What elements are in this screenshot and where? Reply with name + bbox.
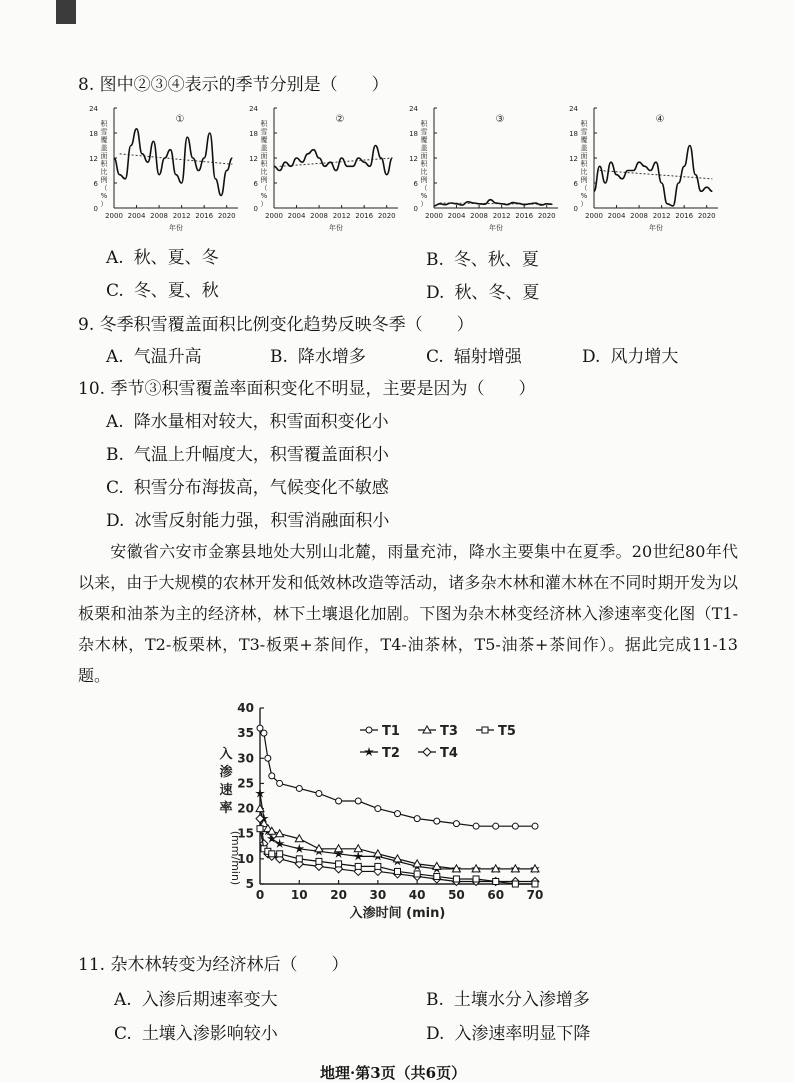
y-tick-label: 24 bbox=[569, 105, 578, 113]
trend-line bbox=[120, 154, 233, 164]
y-tick-label: 30 bbox=[237, 751, 254, 766]
data-point bbox=[375, 863, 381, 869]
snow-cover-charts bbox=[88, 100, 728, 240]
x-tick-label: 40 bbox=[408, 888, 426, 902]
y-axis-label-char: 渗 bbox=[219, 765, 233, 780]
q11-option-a-key: A. bbox=[114, 990, 132, 1010]
y-tick-label: 12 bbox=[409, 155, 418, 163]
x-tick-label: 2008 bbox=[470, 212, 489, 220]
x-tick-label: 2012 bbox=[652, 212, 671, 220]
data-point bbox=[512, 823, 518, 829]
y-tick-label: 0 bbox=[413, 205, 418, 213]
data-point bbox=[336, 861, 342, 867]
q9-option-b-text: 降水增多 bbox=[297, 347, 366, 367]
x-tick-label: 50 bbox=[448, 888, 465, 902]
q10-option-d-text: 冰雪反射能力强，积雪消融面积小 bbox=[134, 511, 390, 531]
data-point bbox=[395, 811, 401, 817]
x-tick-label: 2000 bbox=[105, 212, 123, 220]
snow-chart-4 bbox=[569, 105, 718, 232]
q10-option-b-key: B. bbox=[106, 445, 124, 465]
y-axis-label-char: 积 bbox=[100, 120, 108, 128]
y-tick-label: 24 bbox=[249, 105, 258, 113]
y-axis-label-char: 比 bbox=[420, 168, 428, 176]
y-axis-label-char: 积 bbox=[580, 120, 588, 128]
q11-option-a[interactable] bbox=[114, 985, 278, 1010]
data-point bbox=[257, 826, 263, 832]
y-axis-label-char: 雪 bbox=[420, 128, 428, 136]
data-point bbox=[532, 881, 538, 887]
y-tick-label: 24 bbox=[89, 105, 98, 113]
q9-option-a[interactable] bbox=[106, 342, 202, 367]
y-axis-label-char: 积 bbox=[580, 160, 588, 168]
y-tick-label: 6 bbox=[413, 180, 418, 188]
q11-option-b-text: 土壤水分入渗增多 bbox=[453, 990, 590, 1010]
snow-chart-3 bbox=[409, 105, 558, 232]
data-point bbox=[336, 798, 342, 804]
series-line bbox=[434, 200, 552, 206]
question-9-stem: 9. 冬季积雪覆盖面积比例变化趋势反映冬季（ ） bbox=[78, 315, 474, 335]
y-tick-label: 20 bbox=[237, 801, 254, 816]
legend-item-t2 bbox=[360, 746, 400, 761]
y-tick-label: 12 bbox=[569, 155, 578, 163]
x-tick-label: 70 bbox=[526, 888, 544, 902]
x-tick-label: 2012 bbox=[172, 212, 191, 220]
x-tick-label: 2016 bbox=[355, 212, 374, 220]
legend-item-t1 bbox=[360, 724, 400, 739]
x-tick-label: 2008 bbox=[630, 212, 649, 220]
q11-option-c-key: C. bbox=[114, 1024, 132, 1044]
x-tick-label: 2008 bbox=[150, 212, 169, 220]
page-footer: 地理·第3页（共6页） bbox=[320, 1064, 467, 1082]
q11-option-d[interactable] bbox=[426, 1019, 590, 1044]
q8-option-b-key: B. bbox=[426, 250, 444, 270]
q11-option-c[interactable] bbox=[114, 1019, 278, 1044]
y-tick-label: 18 bbox=[569, 130, 578, 138]
y-axis-label-char: ） bbox=[420, 200, 428, 208]
data-point bbox=[512, 881, 518, 887]
data-point bbox=[296, 785, 302, 791]
y-axis-label-char: 速 bbox=[219, 783, 233, 798]
y-axis-label-char: 覆 bbox=[260, 136, 268, 144]
q10-option-a-key: A. bbox=[106, 412, 124, 432]
x-tick-label: 2004 bbox=[607, 212, 626, 220]
y-axis-label-char: 率 bbox=[219, 801, 233, 816]
x-axis-label: 年份 bbox=[329, 224, 343, 232]
y-axis-label-char: 积 bbox=[420, 120, 428, 128]
q9-option-b[interactable] bbox=[270, 342, 366, 367]
y-axis-label-char: 覆 bbox=[100, 136, 108, 144]
y-axis-label-char: ） bbox=[260, 200, 268, 208]
q11-option-d-text: 入渗速率明显下降 bbox=[454, 1024, 591, 1044]
x-axis-label: 年份 bbox=[169, 224, 183, 232]
q9-option-c[interactable] bbox=[426, 342, 522, 367]
q8-option-a-text: 秋、夏、冬 bbox=[133, 248, 219, 268]
y-axis-label-char: 雪 bbox=[100, 128, 108, 136]
y-tick-label: 6 bbox=[93, 180, 98, 188]
legend-label: T1 bbox=[382, 724, 400, 739]
data-point bbox=[261, 730, 267, 736]
data-point bbox=[355, 798, 361, 804]
q8-option-d-key: D. bbox=[426, 283, 445, 303]
y-axis-label-char: ） bbox=[580, 200, 588, 208]
x-tick-label: 30 bbox=[369, 888, 387, 902]
q9-option-a-key: A. bbox=[106, 347, 124, 367]
x-tick-label: 2004 bbox=[447, 212, 466, 220]
data-point bbox=[316, 858, 322, 864]
data-point bbox=[296, 856, 302, 862]
legend-item-t4 bbox=[418, 746, 458, 761]
y-axis-label-char: 积 bbox=[100, 160, 108, 168]
x-tick-label: 2004 bbox=[127, 212, 146, 220]
data-point bbox=[473, 876, 479, 882]
y-axis-label-char: 积 bbox=[260, 120, 268, 128]
q9-option-a-text: 气温升高 bbox=[133, 347, 202, 367]
legend-marker bbox=[366, 727, 372, 733]
y-tick-label: 12 bbox=[249, 155, 258, 163]
x-tick-label: 2016 bbox=[515, 212, 534, 220]
x-tick-label: 2004 bbox=[287, 212, 306, 220]
legend-marker bbox=[482, 727, 488, 733]
q8-option-c-text: 冬、夏、秋 bbox=[133, 281, 219, 301]
x-tick-label: 0 bbox=[255, 888, 265, 902]
x-tick-label: 20 bbox=[330, 888, 347, 902]
x-tick-label: 60 bbox=[487, 888, 505, 902]
question-8-stem: 8. 图中②③④表示的季节分别是（ ） bbox=[78, 75, 389, 95]
x-tick-label: 2012 bbox=[332, 212, 351, 220]
y-axis-label-char: 例 bbox=[420, 176, 428, 184]
q10-option-a-text: 降水量相对较大，积雪面积变化小 bbox=[133, 412, 389, 432]
y-tick-label: 18 bbox=[249, 130, 258, 138]
x-tick-label: 2000 bbox=[425, 212, 443, 220]
y-axis-label-char: % bbox=[260, 192, 268, 200]
q8-option-a[interactable] bbox=[106, 243, 219, 268]
x-tick-label: 2020 bbox=[217, 212, 236, 220]
y-axis-label-char: 比 bbox=[260, 168, 268, 176]
y-tick-label: 35 bbox=[237, 726, 254, 741]
data-point bbox=[473, 823, 479, 829]
data-point bbox=[395, 868, 401, 874]
y-axis-label-char: 盖 bbox=[260, 144, 268, 152]
q9-option-d-key: D. bbox=[582, 347, 601, 367]
q8-option-d[interactable] bbox=[426, 278, 539, 303]
infiltration-rate-chart bbox=[210, 698, 560, 938]
y-tick-label: 40 bbox=[237, 701, 254, 715]
legend-label: T4 bbox=[440, 746, 458, 761]
x-tick-label: 2012 bbox=[492, 212, 511, 220]
y-axis-label-char: 面 bbox=[260, 152, 268, 160]
q9-option-d-text: 风力增大 bbox=[610, 347, 679, 367]
y-tick-label: 0 bbox=[253, 205, 258, 213]
x-axis-label: 入渗时间 (min) bbox=[349, 906, 446, 921]
y-axis-label-char: 盖 bbox=[100, 144, 108, 152]
q10-option-d-key: D. bbox=[106, 511, 125, 531]
x-tick-label: 2020 bbox=[537, 212, 556, 220]
data-point bbox=[434, 873, 440, 879]
trend-line bbox=[280, 158, 393, 166]
series-t1 bbox=[257, 725, 538, 829]
q9-option-c-key: C. bbox=[426, 347, 444, 367]
series-line bbox=[594, 146, 712, 206]
chart-title: ③ bbox=[495, 114, 505, 125]
data-point bbox=[295, 845, 303, 852]
y-tick-label: 24 bbox=[409, 105, 418, 113]
q10-option-a[interactable] bbox=[106, 407, 389, 432]
data-point bbox=[354, 852, 362, 859]
q10-option-b[interactable] bbox=[106, 440, 389, 465]
y-axis-label-char: 入 bbox=[219, 747, 233, 762]
legend-item-t5 bbox=[476, 724, 516, 739]
question-10-stem: 10. 季节③积雪覆盖率面积变化不明显，主要是因为（ ） bbox=[78, 379, 536, 399]
chart-title: ② bbox=[335, 114, 345, 125]
data-point bbox=[493, 878, 499, 884]
legend-label: T2 bbox=[382, 746, 400, 761]
y-axis-label-char: 例 bbox=[580, 176, 588, 184]
y-tick-label: 18 bbox=[89, 130, 98, 138]
data-point bbox=[269, 851, 275, 857]
q10-option-d[interactable] bbox=[106, 506, 389, 531]
q9-option-c-text: 辐射增强 bbox=[453, 347, 522, 367]
x-tick-label: 2000 bbox=[585, 212, 603, 220]
q8-option-d-text: 秋、冬、夏 bbox=[454, 283, 540, 303]
q10-option-b-text: 气温上升幅度大，积雪覆盖面积小 bbox=[133, 445, 389, 465]
q11-option-b[interactable] bbox=[426, 985, 590, 1010]
y-axis-label-char: 面 bbox=[580, 152, 588, 160]
snow-chart-1 bbox=[89, 105, 238, 232]
q11-option-d-key: D. bbox=[426, 1024, 445, 1044]
q11-option-b-key: B. bbox=[426, 990, 444, 1010]
y-axis-label-char: % bbox=[580, 192, 588, 200]
x-axis-label: 年份 bbox=[489, 224, 503, 232]
legend-label: T5 bbox=[498, 724, 516, 739]
data-point bbox=[355, 863, 361, 869]
legend-marker bbox=[365, 748, 373, 755]
data-point bbox=[453, 821, 459, 827]
data-point bbox=[316, 790, 322, 796]
x-tick-label: 2016 bbox=[195, 212, 214, 220]
data-point bbox=[453, 876, 459, 882]
y-tick-label: 6 bbox=[573, 180, 578, 188]
data-point bbox=[277, 780, 283, 786]
y-tick-label: 0 bbox=[93, 205, 98, 213]
x-tick-label: 10 bbox=[290, 888, 308, 902]
y-axis-label-char: 积 bbox=[260, 160, 268, 168]
q10-option-c-key: C. bbox=[106, 478, 124, 498]
x-axis-label: 年份 bbox=[649, 224, 663, 232]
chart-title: ④ bbox=[655, 114, 665, 125]
y-axis-label-char: 雪 bbox=[580, 128, 588, 136]
y-tick-label: 10 bbox=[237, 851, 254, 866]
q11-option-c-text: 土壤入渗影响较小 bbox=[141, 1024, 278, 1044]
data-point bbox=[414, 816, 420, 822]
x-tick-label: 2000 bbox=[265, 212, 283, 220]
data-point bbox=[414, 871, 420, 877]
y-tick-label: 5 bbox=[245, 877, 254, 891]
y-axis-label-char: 比 bbox=[100, 168, 108, 176]
series-line bbox=[274, 146, 392, 175]
y-axis-label-char: （ bbox=[100, 184, 108, 192]
data-point bbox=[277, 851, 283, 857]
q8-option-c[interactable] bbox=[106, 276, 219, 301]
y-tick-label: 12 bbox=[89, 155, 98, 163]
y-axis-label-char: 面 bbox=[100, 152, 108, 160]
y-tick-label: 25 bbox=[237, 776, 254, 791]
y-tick-label: 18 bbox=[409, 130, 418, 138]
data-point bbox=[434, 818, 440, 824]
q8-option-a-key: A. bbox=[106, 248, 124, 268]
snow-chart-2 bbox=[249, 105, 398, 232]
legend-item-t3 bbox=[418, 724, 458, 739]
y-axis-label-char: （ bbox=[260, 184, 268, 192]
q8-option-b-text: 冬、秋、夏 bbox=[453, 250, 539, 270]
y-axis-label-char: 例 bbox=[100, 176, 108, 184]
y-axis-label-char: 比 bbox=[580, 168, 588, 176]
q9-option-d[interactable] bbox=[582, 342, 678, 367]
corner-mark bbox=[56, 0, 76, 24]
y-axis-label-char: 盖 bbox=[420, 144, 428, 152]
x-tick-label: 2008 bbox=[310, 212, 329, 220]
data-point bbox=[269, 773, 275, 779]
y-axis-label-char: 面 bbox=[420, 152, 428, 160]
y-tick-label: 6 bbox=[253, 180, 258, 188]
q9-option-b-key: B. bbox=[270, 347, 288, 367]
x-tick-label: 2020 bbox=[697, 212, 716, 220]
passage bbox=[78, 536, 738, 691]
chart-title: ① bbox=[175, 114, 185, 125]
y-axis-unit: (mm/min) bbox=[229, 830, 242, 886]
x-tick-label: 2016 bbox=[675, 212, 694, 220]
series-line bbox=[114, 129, 232, 196]
passage-text: 安徽省六安市金寨县地处大别山北麓，雨量充沛，降水主要集中在夏季。20世纪80年代以来，由于大规模的农林开发和低效林改造等活动，诸多杂木林和灌木林在不同时期开发为以板栗和油茶为主的经济林，林下土壤退化加剧。下图为杂木林变经济林入渗速率变化图（T1-杂木林，T2-板栗林，T3-板栗+茶间作，T4-油茶林，T5-油茶+茶间作）。据此完成11-13题。 bbox=[78, 542, 738, 685]
q10-option-c-text: 积雪分布海拔高，气候变化不敏感 bbox=[133, 478, 389, 498]
data-point bbox=[532, 823, 538, 829]
y-axis-label-char: （ bbox=[420, 184, 428, 192]
q8-option-c-key: C. bbox=[106, 281, 124, 301]
q10-option-c[interactable] bbox=[106, 473, 389, 498]
data-point bbox=[265, 755, 271, 761]
legend-marker bbox=[423, 748, 431, 756]
y-axis-label-char: 覆 bbox=[580, 136, 588, 144]
x-tick-label: 2020 bbox=[377, 212, 396, 220]
data-point bbox=[375, 806, 381, 812]
y-axis-label-char: 盖 bbox=[580, 144, 588, 152]
y-axis-label-char: 雪 bbox=[260, 128, 268, 136]
y-axis-label-char: 积 bbox=[420, 160, 428, 168]
y-axis-label-char: 例 bbox=[260, 176, 268, 184]
data-point bbox=[276, 840, 284, 847]
question-11-stem: 11. 杂木林转变为经济林后（ ） bbox=[78, 955, 349, 975]
y-axis-label-char: 覆 bbox=[420, 136, 428, 144]
y-tick-label: 0 bbox=[573, 205, 578, 213]
legend-label: T3 bbox=[440, 724, 458, 739]
y-axis-label-char: （ bbox=[580, 184, 588, 192]
q11-option-a-text: 入渗后期速率变大 bbox=[141, 990, 278, 1010]
y-axis-label-char: ） bbox=[100, 200, 108, 208]
y-axis-label-char: % bbox=[420, 192, 428, 200]
data-point bbox=[493, 823, 499, 829]
q8-option-b[interactable] bbox=[426, 245, 539, 270]
y-tick-label: 15 bbox=[237, 826, 254, 841]
y-axis-label-char: % bbox=[100, 192, 108, 200]
